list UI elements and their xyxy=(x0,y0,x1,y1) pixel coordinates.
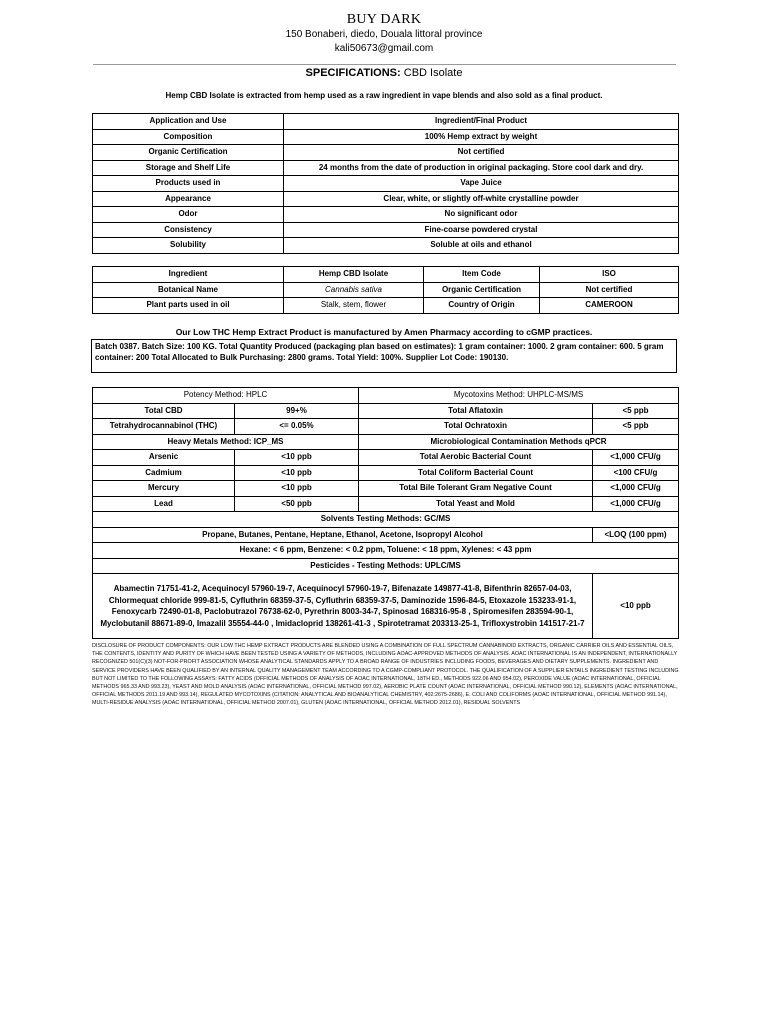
test-value: <50 ppb xyxy=(235,496,359,512)
ingredient-cell: CAMEROON xyxy=(540,298,679,314)
table-row xyxy=(93,207,679,223)
section-heading: Pesticides - Testing Methods: UPLC/MS xyxy=(93,558,679,574)
ingredient-cell: Stalk, stem, flower xyxy=(284,298,424,314)
spec-value: 24 months from the date of production in original packaging. Store cool dark and dry. xyxy=(284,160,679,176)
solvents-list: Propane, Butanes, Pentane, Heptane, Ethanol, Acetone, Isopropyl Alcohol xyxy=(93,527,593,543)
spec-value: Ingredient/Final Product xyxy=(284,114,679,130)
test-value: 99+% xyxy=(235,403,359,419)
spec-title xyxy=(0,67,768,79)
ingredient-cell: ISO xyxy=(540,267,679,283)
test-name: Total Bile Tolerant Gram Negative Count xyxy=(359,481,593,497)
table-row xyxy=(93,450,679,466)
header-divider xyxy=(93,64,676,65)
table-row xyxy=(93,222,679,238)
test-name: Total Yeast and Mold xyxy=(359,496,593,512)
table-row xyxy=(93,298,679,314)
table-row xyxy=(93,191,679,207)
test-name: Arsenic xyxy=(93,450,235,466)
analysis-table xyxy=(92,387,679,639)
spec-value: 100% Hemp extract by weight xyxy=(284,129,679,145)
test-name: Total CBD xyxy=(93,403,235,419)
test-value: <= 0.05% xyxy=(235,419,359,435)
table-row xyxy=(93,527,679,543)
table-row xyxy=(93,543,679,559)
table-row xyxy=(93,114,679,130)
test-value: <1,000 CFU/g xyxy=(593,450,679,466)
test-value: <100 CFU/g xyxy=(593,465,679,481)
test-name: Mercury xyxy=(93,481,235,497)
table-row xyxy=(93,145,679,161)
test-value: <1,000 CFU/g xyxy=(593,496,679,512)
ingredient-cell: Not certified xyxy=(540,282,679,298)
test-value: <10 ppb xyxy=(235,450,359,466)
ingredient-cell: Botanical Name xyxy=(93,282,284,298)
ingredient-cell: Organic Certification xyxy=(424,282,540,298)
spec-value: Vape Juice xyxy=(284,176,679,192)
test-value: <1,000 CFU/g xyxy=(593,481,679,497)
spec-value: No significant odor xyxy=(284,207,679,223)
spec-value: Not certified xyxy=(284,145,679,161)
intro-text: Hemp CBD Isolate is extracted from hemp used as a raw ingredient in vape blends and also sold as a final product. xyxy=(165,91,603,100)
table-row xyxy=(93,160,679,176)
table-row xyxy=(93,267,679,283)
pesticides-list: Abamectin 71751-41-2, Acequinocyl 57960-19-7, Acequinocyl 57960-19-7, Bifenazate 149877-41-8, Bifenthrin 82657-04-03, Chlormequat chloride 999-81-5, Cyfluthrin 68359-37-5, Cyfluthrin 68359-37-5, Daminozide 1596-84-5, Etoxazole 153233-91-1, Fenoxycarb 72490-01-8, Paclobutrazol 76738-62-0, Pyrethrin 8003-34-7, Spinosad 168316-95-8 , Spiromesifen 283594-90-1, Myclobutanil 88671-89-0, Imazalil 35554-44-0 , Imidacloprid 138261-41-3 , Spirotetramat 203313-25-1, Trifloxystrobin 141517-21-7 xyxy=(93,574,593,639)
test-name: Lead xyxy=(93,496,235,512)
test-value: <LOQ (100 ppm) xyxy=(593,527,679,543)
table-row xyxy=(93,388,679,404)
spec-table xyxy=(92,113,679,254)
table-row xyxy=(93,512,679,528)
table-row xyxy=(93,496,679,512)
test-name: Total Aerobic Bacterial Count xyxy=(359,450,593,466)
table-row xyxy=(93,282,679,298)
table-row xyxy=(93,574,679,639)
ingredient-cell: Country of Origin xyxy=(424,298,540,314)
table-row xyxy=(93,465,679,481)
table-row xyxy=(93,558,679,574)
section-heading: Solvents Testing Methods: GC/MS xyxy=(93,512,679,528)
test-name: Tetrahydrocannabinol (THC) xyxy=(93,419,235,435)
batch-info: Batch 0387. Batch Size: 100 KG. Total Quantity Produced (packaging plan based on estimates): 1 gram container: 1000. 2 gram container: 600. 5 gram container: 200 Total Allocated to Bulk Purchasing: 2800 grams. Total Yield: 100%. Supplier Lot Code: 190130. xyxy=(91,339,677,373)
spec-value: Fine-coarse powdered crystal xyxy=(284,222,679,238)
spec-title-label: SPECIFICATIONS: xyxy=(305,67,401,79)
spec-label: Organic Certification xyxy=(93,145,284,161)
spec-value: Soluble at oils and ethanol xyxy=(284,238,679,254)
spec-label: Odor xyxy=(93,207,284,223)
table-row xyxy=(93,129,679,145)
ingredient-cell: Plant parts used in oil xyxy=(93,298,284,314)
spec-label: Consistency xyxy=(93,222,284,238)
solvents-detail: Hexane: < 6 ppm, Benzene: < 0.2 ppm, Toluene: < 18 ppm, Xylenes: < 43 ppm xyxy=(93,543,679,559)
company-address: 150 Bonaberi, diedo, Douala littoral province xyxy=(285,29,483,40)
section-heading: Heavy Metals Method: ICP_MS xyxy=(93,434,359,450)
spec-label: Solubility xyxy=(93,238,284,254)
disclosure-text: DISCLOSURE OF PRODUCT COMPONENTS: OUR LOW THC HEMP EXTRACT PRODUCTS ARE BLENDED USING A COMBINATION OF FULL SPECTRUM CANNABINOID EXTRACTS, ORGANIC CARRIER OILS AND ESSENTIAL OILS, THE CONTENTS, IDENTITY AND PURITY OF WHICH HAVE BEEN TESTED USING A VARIETY OF METHODS, INCLUDING AOAC-APPROVED METHODS OF ANALYSIS. AOAC INTERNATIONAL IS AN INDEPENDENT, INTERNATIONALLY RECOGNIZED 501(C)(3) NOT-FOR-PROFIT ASSOCIATION WHOSE ANALYTICAL STANDARDS APPLY TO A BROAD RANGE OF INDUSTRIES INCLUDING FOODS, BEVERAGES AND DIETARY SUPPLEMENTS. INGREDIENT AND SERVICE PROVIDERS HAVE BEEN QUALIFIED BY AN INTERNAL QUALITY MANAGEMENT TEAM ACCORDING TO A CGMP-COMPLIANT PROTOCOL. THE QUALIFICATION OF A SUPPLIER ENTAILS INGREDIENT TESTING INCLUDING BUT NOT LIMITED TO THE FOLLOWING ASSAYS: FATTY ACIDS (OFFICIAL METHODS OF ANALYSIS OF AOAC INTERNATIONAL, 18TH ED., METHODS 922.06 AND 954.02), PEROXIDE VALUE (AOAC INTERNATIONAL, OFFICIAL METHODS 965.33 AND 993.23), YEAST AND MOLD ANALYSIS (AOAC INTERNATIONAL, OFFICIAL METHOD 997.02), AEROBIC PLATE COUNT (AOAC INTERNATIONAL, OFFICIAL METHOD 990.12), ELEMENTS (AOAC INTERNATIONAL, OFFICIAL METHODS 2011.19 AND 993.14), REGULATED MYCOTOXINS (CITATION: ANALYTICAL AND BIOANALYTICAL CHEMISTRY, 402:2675-2686), E. COLI AND COLIFORMS (AOAC INTERNATIONAL, OFFICIAL METHOD 991.14), MULTI-RESIDUE ANALYSIS (AOAC INTERNATIONAL, OFFICIAL METHOD 2007.01), GLUTEN (AOAC INTERNATIONAL, OFFICIAL METHOD 2012.01), RESIDUAL SOLVENTS xyxy=(92,643,679,707)
spec-label: Application and Use xyxy=(93,114,284,130)
spec-value: Clear, white, or slightly off-white crystalline powder xyxy=(284,191,679,207)
company-email[interactable]: kali50673@gmail.com xyxy=(334,43,434,54)
ingredient-cell: Hemp CBD Isolate xyxy=(284,267,424,283)
table-row xyxy=(93,419,679,435)
botanical-name: Cannabis sativa xyxy=(284,282,424,298)
company-name: BUY DARK xyxy=(346,12,422,27)
spec-title-product: CBD Isolate xyxy=(403,67,463,79)
section-heading: Mycotoxins Method: UHPLC-MS/MS xyxy=(359,388,679,404)
ingredient-cell: Ingredient xyxy=(93,267,284,283)
spec-label: Composition xyxy=(93,129,284,145)
section-heading: Microbiological Contamination Methods qPCR xyxy=(359,434,679,450)
ingredient-table xyxy=(92,266,679,314)
test-value: <10 ppb xyxy=(235,481,359,497)
test-value: <5 ppb xyxy=(593,403,679,419)
test-value: <10 ppb xyxy=(593,574,679,639)
test-name: Cadmium xyxy=(93,465,235,481)
table-row xyxy=(93,238,679,254)
test-value: <10 ppb xyxy=(235,465,359,481)
table-row xyxy=(93,403,679,419)
spec-label: Storage and Shelf Life xyxy=(93,160,284,176)
section-heading: Potency Method: HPLC xyxy=(93,388,359,404)
manufacturing-statement: Our Low THC Hemp Extract Product is manufactured by Amen Pharmacy according to cGMP practices. xyxy=(175,327,593,337)
table-row xyxy=(93,176,679,192)
test-name: Total Coliform Bacterial Count xyxy=(359,465,593,481)
table-row xyxy=(93,434,679,450)
spec-label: Appearance xyxy=(93,191,284,207)
test-name: Total Aflatoxin xyxy=(359,403,593,419)
test-value: <5 ppb xyxy=(593,419,679,435)
spec-label: Products used in xyxy=(93,176,284,192)
ingredient-cell: Item Code xyxy=(424,267,540,283)
table-row xyxy=(93,481,679,497)
test-name: Total Ochratoxin xyxy=(359,419,593,435)
